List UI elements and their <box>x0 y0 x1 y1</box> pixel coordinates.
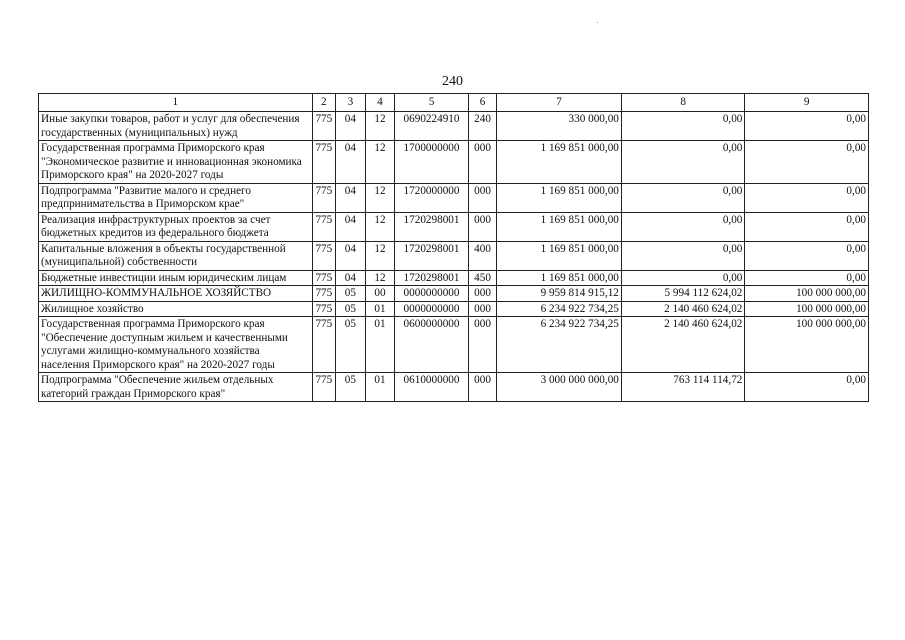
column-header: 5 <box>395 94 469 112</box>
column-header: 2 <box>312 94 335 112</box>
section-code: 05 <box>336 317 366 373</box>
amount-col9: 100 000 000,00 <box>745 317 869 373</box>
amount-col9: 0,00 <box>745 112 869 141</box>
page-number: 240 <box>442 74 463 89</box>
amount-col9: 0,00 <box>745 183 869 212</box>
ministry-code: 775 <box>312 112 335 141</box>
table-row <box>39 317 869 373</box>
amount-col8: 5 994 112 624,02 <box>621 286 745 302</box>
column-header: 4 <box>365 94 395 112</box>
ministry-code: 775 <box>312 301 335 317</box>
subsection-code: 12 <box>365 141 395 184</box>
expense-type-code: 000 <box>468 373 497 402</box>
amount-col9: 100 000 000,00 <box>745 301 869 317</box>
subsection-code: 12 <box>365 112 395 141</box>
table-row <box>39 112 869 141</box>
target-article-code: 1720000000 <box>395 183 469 212</box>
table-row <box>39 373 869 402</box>
section-code: 05 <box>336 286 366 302</box>
row-name: ЖИЛИЩНО-КОММУНАЛЬНОЕ ХОЗЯЙСТВО <box>39 286 313 302</box>
ministry-code: 775 <box>312 286 335 302</box>
amount-col8: 2 140 460 624,02 <box>621 317 745 373</box>
subsection-code: 12 <box>365 241 395 270</box>
table-row <box>39 212 869 241</box>
table-row <box>39 270 869 286</box>
amount-col9: 0,00 <box>745 373 869 402</box>
section-code: 04 <box>336 112 366 141</box>
ministry-code: 775 <box>312 270 335 286</box>
target-article-code: 0690224910 <box>395 112 469 141</box>
ministry-code: 775 <box>312 373 335 402</box>
amount-col9: 0,00 <box>745 241 869 270</box>
table-row <box>39 141 869 184</box>
amount-col8: 0,00 <box>621 112 745 141</box>
amount-col7: 3 000 000 000,00 <box>497 373 622 402</box>
subsection-code: 01 <box>365 301 395 317</box>
amount-col8: 0,00 <box>621 212 745 241</box>
row-name: Государственная программа Приморского края "Обеспечение доступным жильем и качественными услугами жилищно-коммунального хозяйства населения Приморского края" на 2020-2027 годы <box>39 317 313 373</box>
expense-type-code: 400 <box>468 241 497 270</box>
amount-col7: 9 959 814 915,12 <box>497 286 622 302</box>
expense-type-code: 000 <box>468 141 497 184</box>
target-article-code: 0600000000 <box>395 317 469 373</box>
table-row <box>39 286 869 302</box>
row-name: Иные закупки товаров, работ и услуг для обеспечения государственных (муниципальных) нужд <box>39 112 313 141</box>
section-code: 05 <box>336 373 366 402</box>
amount-col8: 2 140 460 624,02 <box>621 301 745 317</box>
section-code: 04 <box>336 141 366 184</box>
amount-col8: 0,00 <box>621 270 745 286</box>
column-header: 8 <box>621 94 745 112</box>
amount-col9: 100 000 000,00 <box>745 286 869 302</box>
subsection-code: 01 <box>365 373 395 402</box>
ministry-code: 775 <box>312 212 335 241</box>
amount-col7: 1 169 851 000,00 <box>497 212 622 241</box>
subsection-code: 00 <box>365 286 395 302</box>
expense-type-code: 240 <box>468 112 497 141</box>
ministry-code: 775 <box>312 183 335 212</box>
expense-type-code: 450 <box>468 270 497 286</box>
amount-col8: 0,00 <box>621 183 745 212</box>
row-name: Государственная программа Приморского края "Экономическое развитие и инновационная экономика Приморского края" на 2020-2027 годы <box>39 141 313 184</box>
row-name: Подпрограмма "Обеспечение жильем отдельных категорий граждан Приморского края" <box>39 373 313 402</box>
target-article-code: 1700000000 <box>395 141 469 184</box>
expense-type-code: 000 <box>468 301 497 317</box>
section-code: 04 <box>336 183 366 212</box>
table-row <box>39 183 869 212</box>
section-code: 05 <box>336 301 366 317</box>
amount-col9: 0,00 <box>745 141 869 184</box>
amount-col9: 0,00 <box>745 212 869 241</box>
row-name: Реализация инфраструктурных проектов за счет бюджетных кредитов из федерального бюджета <box>39 212 313 241</box>
column-header: 9 <box>745 94 869 112</box>
section-code: 04 <box>336 270 366 286</box>
amount-col7: 1 169 851 000,00 <box>497 183 622 212</box>
section-code: 04 <box>336 212 366 241</box>
row-name: Подпрограмма "Развитие малого и среднего предпринимательства в Приморском крае" <box>39 183 313 212</box>
ministry-code: 775 <box>312 141 335 184</box>
amount-col7: 6 234 922 734,25 <box>497 317 622 373</box>
subsection-code: 12 <box>365 183 395 212</box>
amount-col7: 330 000,00 <box>497 112 622 141</box>
row-name: Бюджетные инвестиции иным юридическим лицам <box>39 270 313 286</box>
row-name: Жилищное хозяйство <box>39 301 313 317</box>
budget-table <box>38 93 869 402</box>
amount-col7: 1 169 851 000,00 <box>497 270 622 286</box>
target-article-code: 0000000000 <box>395 286 469 302</box>
row-name: Капитальные вложения в объекты государственной (муниципальной) собственности <box>39 241 313 270</box>
scan-speck <box>597 22 598 23</box>
amount-col7: 1 169 851 000,00 <box>497 241 622 270</box>
expense-type-code: 000 <box>468 183 497 212</box>
target-article-code: 0610000000 <box>395 373 469 402</box>
expense-type-code: 000 <box>468 317 497 373</box>
amount-col9: 0,00 <box>745 270 869 286</box>
target-article-code: 1720298001 <box>395 270 469 286</box>
target-article-code: 1720298001 <box>395 241 469 270</box>
section-code: 04 <box>336 241 366 270</box>
amount-col8: 763 114 114,72 <box>621 373 745 402</box>
column-header: 7 <box>497 94 622 112</box>
subsection-code: 12 <box>365 212 395 241</box>
column-header: 3 <box>336 94 366 112</box>
ministry-code: 775 <box>312 317 335 373</box>
amount-col7: 6 234 922 734,25 <box>497 301 622 317</box>
amount-col8: 0,00 <box>621 241 745 270</box>
amount-col8: 0,00 <box>621 141 745 184</box>
expense-type-code: 000 <box>468 286 497 302</box>
ministry-code: 775 <box>312 241 335 270</box>
table-row <box>39 301 869 317</box>
column-header: 1 <box>39 94 313 112</box>
target-article-code: 1720298001 <box>395 212 469 241</box>
subsection-code: 12 <box>365 270 395 286</box>
amount-col7: 1 169 851 000,00 <box>497 141 622 184</box>
table-row <box>39 241 869 270</box>
subsection-code: 01 <box>365 317 395 373</box>
column-number-row <box>39 94 869 112</box>
target-article-code: 0000000000 <box>395 301 469 317</box>
column-header: 6 <box>468 94 497 112</box>
expense-type-code: 000 <box>468 212 497 241</box>
